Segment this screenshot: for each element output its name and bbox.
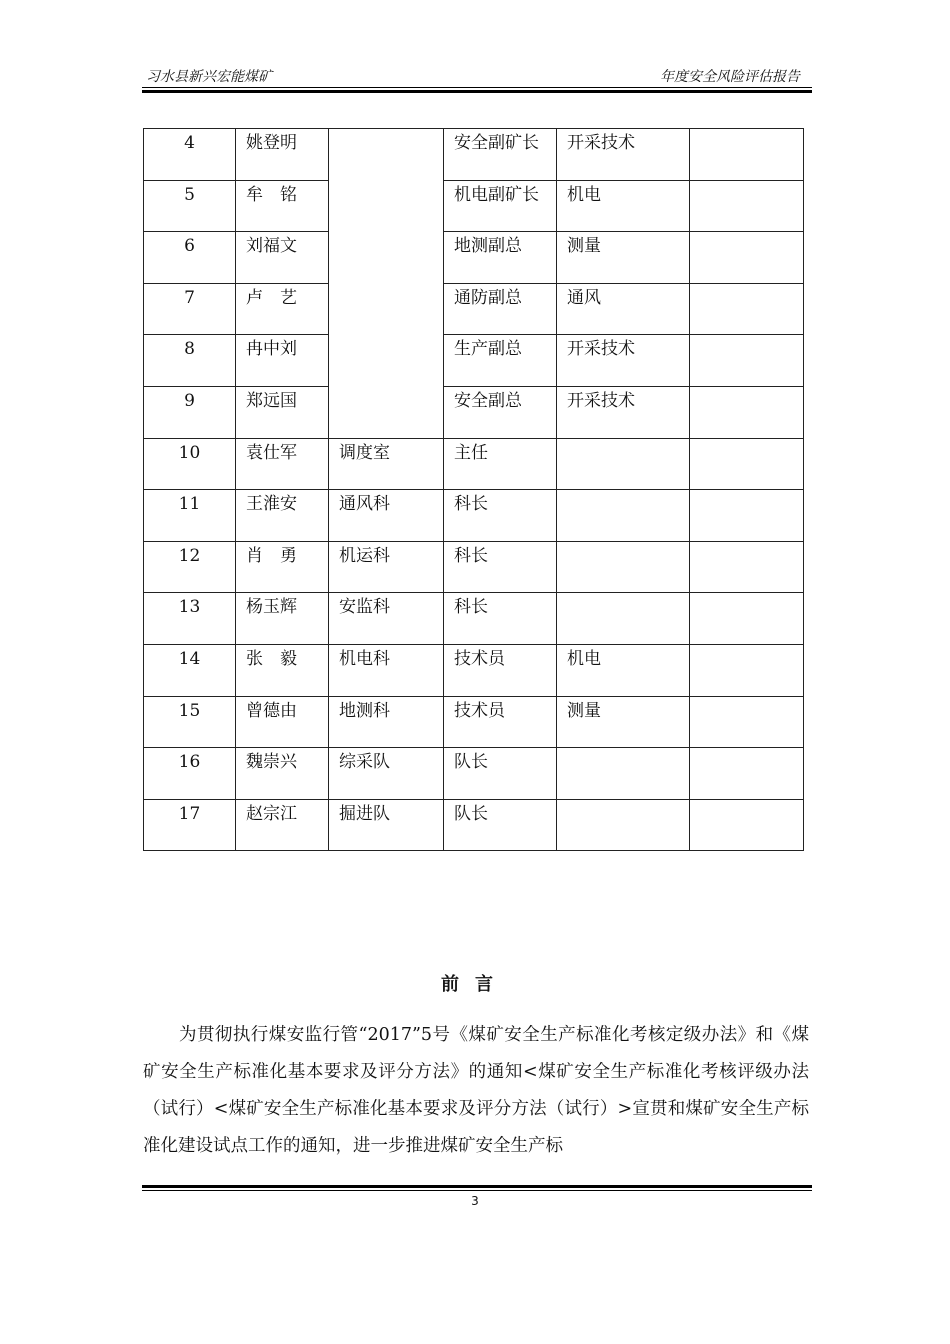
person-name-cell: 姚登明 <box>236 129 329 181</box>
remark-cell <box>690 180 804 232</box>
position-cell: 队长 <box>444 748 557 800</box>
remark-cell <box>690 386 804 438</box>
personnel-table <box>143 128 804 851</box>
person-name-cell: 杨玉辉 <box>236 593 329 645</box>
header-report-title: 年度安全风险评估报告 <box>660 69 800 85</box>
row-number-cell: 6 <box>144 232 236 284</box>
specialty-cell: 机电 <box>557 180 690 232</box>
row-number-cell: 11 <box>144 490 236 542</box>
position-cell: 科长 <box>444 541 557 593</box>
department-cell: 安监科 <box>329 593 444 645</box>
department-cell <box>329 129 444 439</box>
remark-cell <box>690 593 804 645</box>
row-number-cell: 5 <box>144 180 236 232</box>
position-cell: 技术员 <box>444 696 557 748</box>
specialty-cell <box>557 748 690 800</box>
position-cell: 地测副总 <box>444 232 557 284</box>
specialty-cell <box>557 541 690 593</box>
remark-cell <box>690 438 804 490</box>
person-name-cell: 王淮安 <box>236 490 329 542</box>
position-cell: 主任 <box>444 438 557 490</box>
header-rule-thin <box>142 87 812 88</box>
specialty-cell <box>557 799 690 851</box>
table-row <box>144 490 804 542</box>
table-row <box>144 541 804 593</box>
header-rule-thick <box>142 90 812 93</box>
department-cell: 综采队 <box>329 748 444 800</box>
remark-cell <box>690 335 804 387</box>
footer-rule-thin <box>142 1190 812 1191</box>
department-cell: 通风科 <box>329 490 444 542</box>
table-row <box>144 644 804 696</box>
specialty-cell: 开采技术 <box>557 129 690 181</box>
table-row <box>144 593 804 645</box>
remark-cell <box>690 541 804 593</box>
row-number-cell: 4 <box>144 129 236 181</box>
table-row <box>144 335 804 387</box>
person-name-cell: 牟 铭 <box>236 180 329 232</box>
remark-cell <box>690 696 804 748</box>
row-number-cell: 15 <box>144 696 236 748</box>
row-number-cell: 17 <box>144 799 236 851</box>
specialty-cell: 开采技术 <box>557 386 690 438</box>
specialty-cell <box>557 593 690 645</box>
person-name-cell: 张 毅 <box>236 644 329 696</box>
specialty-cell: 机电 <box>557 644 690 696</box>
remark-cell <box>690 748 804 800</box>
department-cell: 机电科 <box>329 644 444 696</box>
section-title: 前言 <box>441 974 509 995</box>
table-row <box>144 129 804 181</box>
remark-cell <box>690 283 804 335</box>
row-number-cell: 8 <box>144 335 236 387</box>
table-row <box>144 180 804 232</box>
personnel-table-body <box>144 129 804 851</box>
person-name-cell: 魏崇兴 <box>236 748 329 800</box>
specialty-cell: 测量 <box>557 232 690 284</box>
person-name-cell: 袁仕军 <box>236 438 329 490</box>
header-company-name: 习水县新兴宏能煤矿 <box>146 69 272 85</box>
department-cell: 机运科 <box>329 541 444 593</box>
person-name-cell: 肖 勇 <box>236 541 329 593</box>
department-cell: 掘进队 <box>329 799 444 851</box>
table-row <box>144 696 804 748</box>
specialty-cell: 通风 <box>557 283 690 335</box>
position-cell: 科长 <box>444 593 557 645</box>
position-cell: 技术员 <box>444 644 557 696</box>
specialty-cell: 测量 <box>557 696 690 748</box>
page-number: 3 <box>471 1194 479 1208</box>
position-cell: 生产副总 <box>444 335 557 387</box>
person-name-cell: 刘福文 <box>236 232 329 284</box>
row-number-cell: 10 <box>144 438 236 490</box>
remark-cell <box>690 799 804 851</box>
department-cell: 调度室 <box>329 438 444 490</box>
specialty-cell <box>557 438 690 490</box>
row-number-cell: 13 <box>144 593 236 645</box>
remark-cell <box>690 644 804 696</box>
table-row <box>144 283 804 335</box>
row-number-cell: 12 <box>144 541 236 593</box>
remark-cell <box>690 490 804 542</box>
position-cell: 队长 <box>444 799 557 851</box>
table-row <box>144 748 804 800</box>
specialty-cell: 开采技术 <box>557 335 690 387</box>
specialty-cell <box>557 490 690 542</box>
row-number-cell: 16 <box>144 748 236 800</box>
person-name-cell: 卢 艺 <box>236 283 329 335</box>
table-row <box>144 232 804 284</box>
row-number-cell: 14 <box>144 644 236 696</box>
person-name-cell: 曾德由 <box>236 696 329 748</box>
department-cell: 地测科 <box>329 696 444 748</box>
position-cell: 机电副矿长 <box>444 180 557 232</box>
row-number-cell: 7 <box>144 283 236 335</box>
position-cell: 科长 <box>444 490 557 542</box>
person-name-cell: 郑远国 <box>236 386 329 438</box>
position-cell: 安全副总 <box>444 386 557 438</box>
row-number-cell: 9 <box>144 386 236 438</box>
remark-cell <box>690 232 804 284</box>
remark-cell <box>690 129 804 181</box>
position-cell: 安全副矿长 <box>444 129 557 181</box>
person-name-cell: 冉中刘 <box>236 335 329 387</box>
position-cell: 通防副总 <box>444 283 557 335</box>
table-row <box>144 799 804 851</box>
table-row <box>144 438 804 490</box>
footer-rule-thick <box>142 1185 812 1188</box>
table-row <box>144 386 804 438</box>
preface-paragraph: 为贯彻执行煤安监行管“2017”5号《煤矿安全生产标准化考核定级办法》和《煤矿安全生产标准化基本要求及评分方法》的通知<煤矿安全生产标准化考核评级办法（试行）<煤矿安全生产标准化基本要求及评分方法（试行）>宣贯和煤矿安全生产标准化建设试点工作的通知，进一步推进煤矿安全生产标 <box>143 1025 809 1156</box>
person-name-cell: 赵宗江 <box>236 799 329 851</box>
